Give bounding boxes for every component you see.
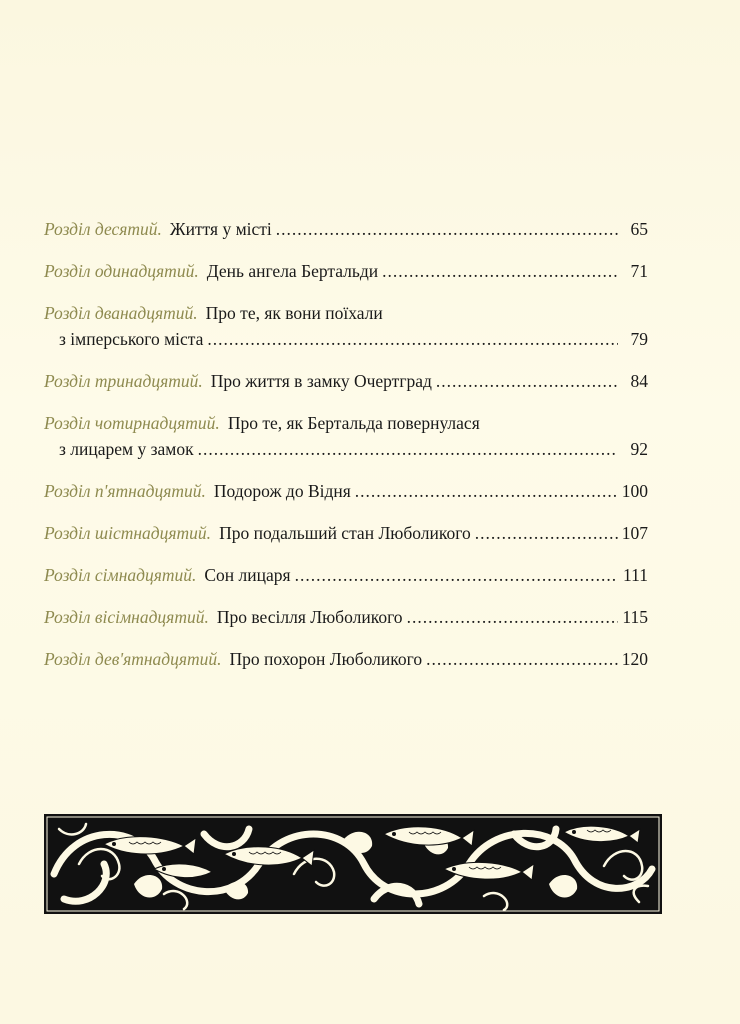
dot-leader (198, 436, 618, 462)
chapter-title: Про подальший стан Люболикого (219, 523, 471, 543)
chapter-title-continued: з лицарем у замок (59, 439, 194, 459)
page-number: 71 (630, 261, 648, 281)
chapter-label: Розділ сімнадцятий. (44, 565, 197, 585)
chapter-label: Розділ тринадцятий. (44, 371, 203, 391)
chapter-label: Розділ шістнадцятий. (44, 523, 212, 543)
dot-leader (382, 258, 618, 284)
page-number: 84 (630, 371, 648, 391)
chapter-title: Про те, як Бертальда повернулася (227, 413, 480, 433)
toc-entry[interactable] (44, 646, 648, 672)
dot-leader (475, 520, 618, 546)
page-number: 65 (630, 219, 648, 239)
toc-entry[interactable] (44, 368, 648, 394)
dot-leader (426, 646, 618, 672)
toc-entry[interactable] (44, 300, 648, 352)
chapter-title: Про життя в замку Очертград (210, 371, 432, 391)
chapter-title: Про похорон Люболикого (229, 649, 423, 669)
dot-leader (355, 478, 618, 504)
page-number: 92 (630, 439, 648, 459)
page-number: 120 (621, 649, 648, 669)
chapter-label: Розділ десятий. (44, 219, 162, 239)
chapter-title-continued: з імперського міста (59, 329, 204, 349)
chapter-title: Про те, як вони поїхали (205, 303, 383, 323)
chapter-label: Розділ дванадцятий. (44, 303, 198, 323)
dot-leader (436, 368, 618, 394)
page-number: 115 (622, 607, 648, 627)
toc-entry[interactable] (44, 410, 648, 462)
chapter-label: Розділ дев'ятнадцятий. (44, 649, 222, 669)
chapter-label: Розділ чотирнадцятий. (44, 413, 220, 433)
toc-entry[interactable] (44, 520, 648, 546)
toc-entry[interactable] (44, 216, 648, 242)
page-number: 107 (621, 523, 648, 543)
dot-leader (295, 562, 618, 588)
table-of-contents (44, 216, 648, 672)
toc-entry[interactable] (44, 562, 648, 588)
toc-entry[interactable] (44, 478, 648, 504)
page-number: 111 (623, 565, 648, 585)
chapter-label: Розділ одинадцятий. (44, 261, 199, 281)
chapter-title: Подорож до Відня (213, 481, 351, 501)
dot-leader (407, 604, 618, 630)
toc-entry[interactable] (44, 258, 648, 284)
chapter-label: Розділ вісімнадцятий. (44, 607, 209, 627)
chapter-title: Життя у місті (169, 219, 272, 239)
chapter-title: День ангела Бертальди (206, 261, 379, 281)
decorative-fish-border-illustration (44, 814, 662, 914)
dot-leader (276, 216, 618, 242)
chapter-title: Сон лицаря (204, 565, 291, 585)
page-number: 79 (630, 329, 648, 349)
toc-entry[interactable] (44, 604, 648, 630)
page-number: 100 (621, 481, 648, 501)
chapter-label: Розділ п'ятнадцятий. (44, 481, 206, 501)
dot-leader (207, 326, 618, 352)
chapter-title: Про весілля Люболикого (216, 607, 403, 627)
